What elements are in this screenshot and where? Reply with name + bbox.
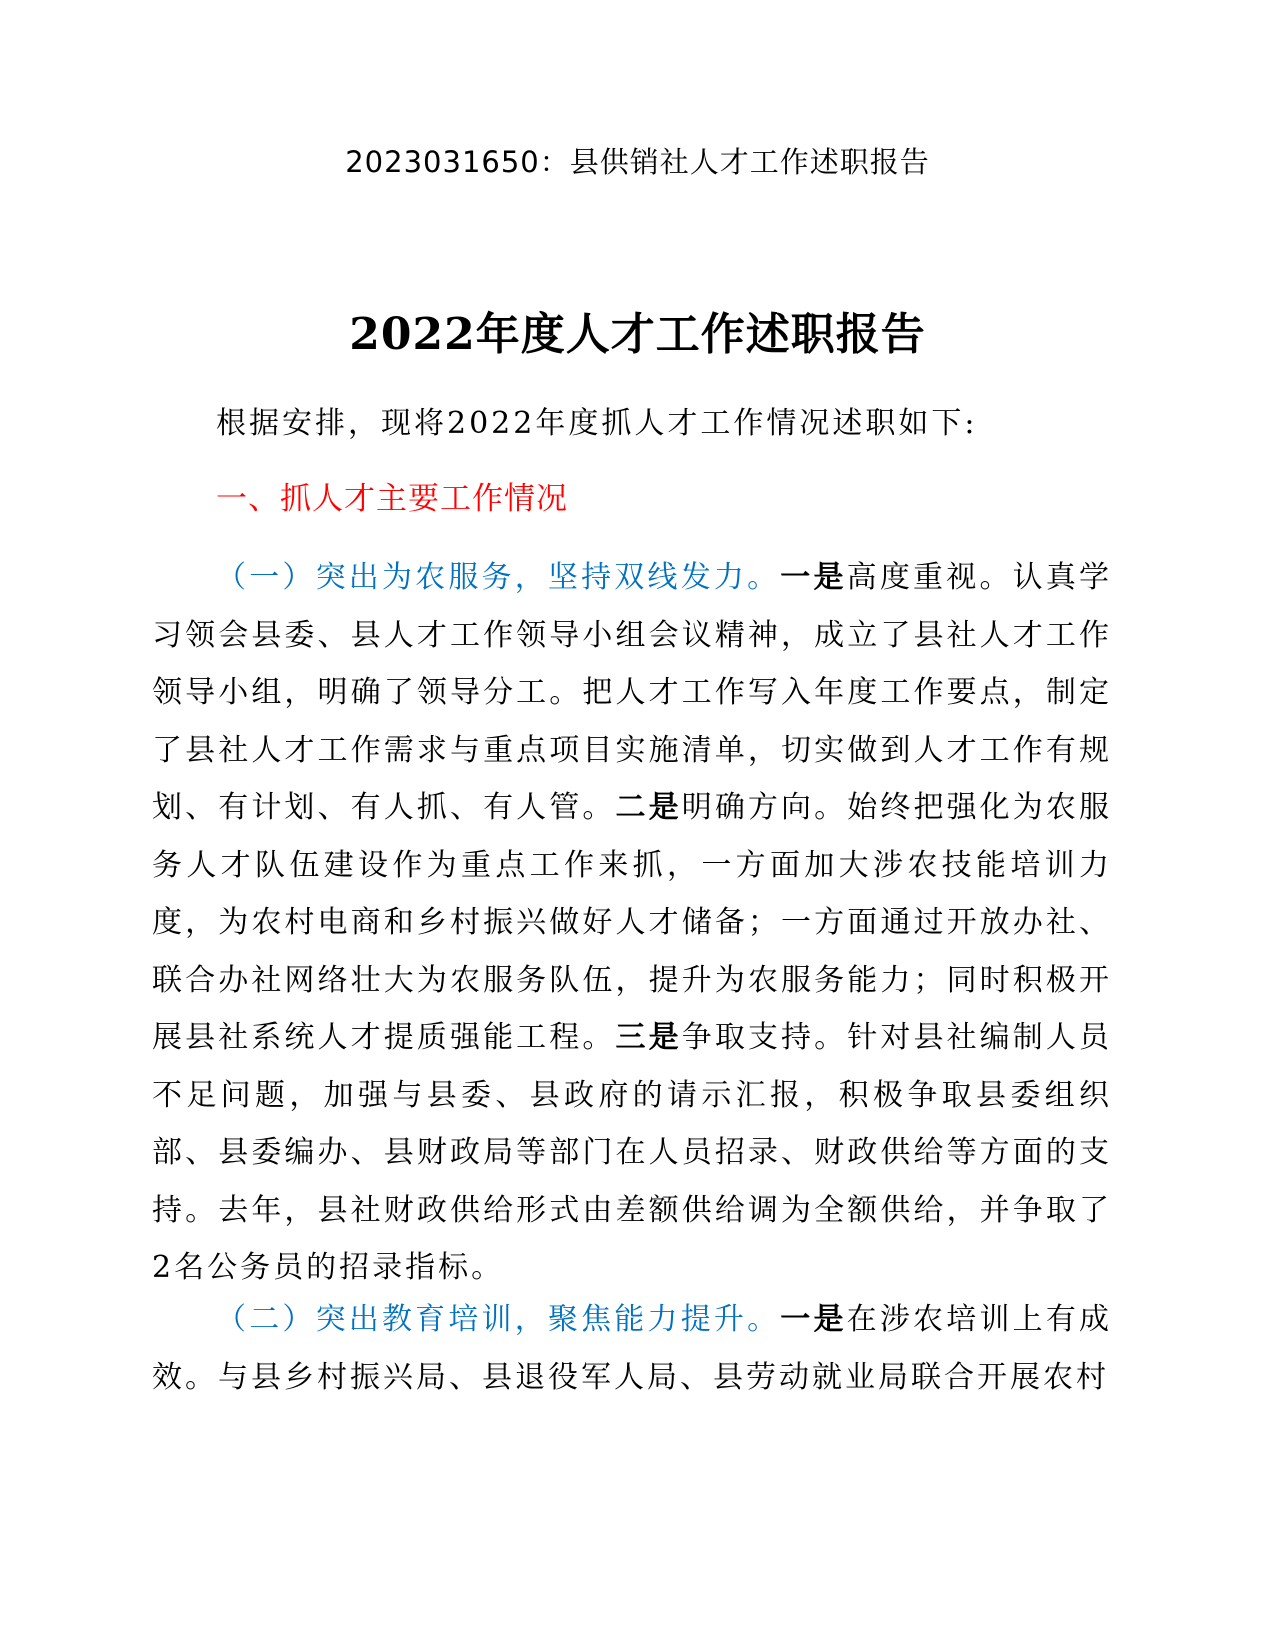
lead-third: 三是	[615, 1020, 682, 1055]
lead-first: 一是	[780, 1302, 847, 1337]
paragraph-text: 争取支持。针对县社编制人员不足问题，加强与县委、县政府的请示汇报，积极争取县委组织部、县委编办、县财政局等部门在人员招录、财政供给等方面的支持。去年，县社财政供给形式由差额供给调为全额供给，并争取了2名公务员的招录指标。	[152, 1020, 1113, 1285]
paragraph-text: 在涉农培训上有成效。与县乡村振兴局、县退役军人局、县劳动就业局联合开展农村	[152, 1302, 1113, 1395]
paragraph-two	[152, 1291, 1112, 1406]
lead-first: 一是	[780, 560, 847, 595]
paragraph-text: 明确方向。始终把强化为农服务人才队伍建设作为重点工作来抓，一方面加大涉农技能培训力度，为农村电商和乡村振兴做好人才储备；一方面通过开放办社、联合办社网络壮大为农服务队伍，提升为农服务能力；同时积极开展县社系统人才提质强能工程。	[152, 790, 1113, 1055]
paragraph-text: 高度重视。认真学习领会县委、县人才工作领导小组会议精神，成立了县社人才工作领导小组，明确了领导分工。把人才工作写入年度工作要点，制定了县社人才工作需求与重点项目实施清单，切实做到人才工作有规划、有计划、有人抓、有人管。	[152, 560, 1113, 825]
lead-second: 二是	[615, 790, 682, 825]
section-heading: 一、抓人才主要工作情况	[216, 481, 568, 517]
document-header: 2023031650：县供销社人才工作述职报告	[345, 145, 930, 179]
sub-heading-two: （二）突出教育培训，聚焦能力提升。	[216, 1302, 781, 1337]
intro-paragraph: 根据安排，现将2022年度抓人才工作情况述职如下:	[216, 406, 978, 441]
page-title: 2022年度人才工作述职报告	[349, 309, 926, 360]
sub-heading-one: （一）突出为农服务，坚持双线发力。	[216, 560, 781, 595]
paragraph-one	[152, 549, 1112, 1297]
